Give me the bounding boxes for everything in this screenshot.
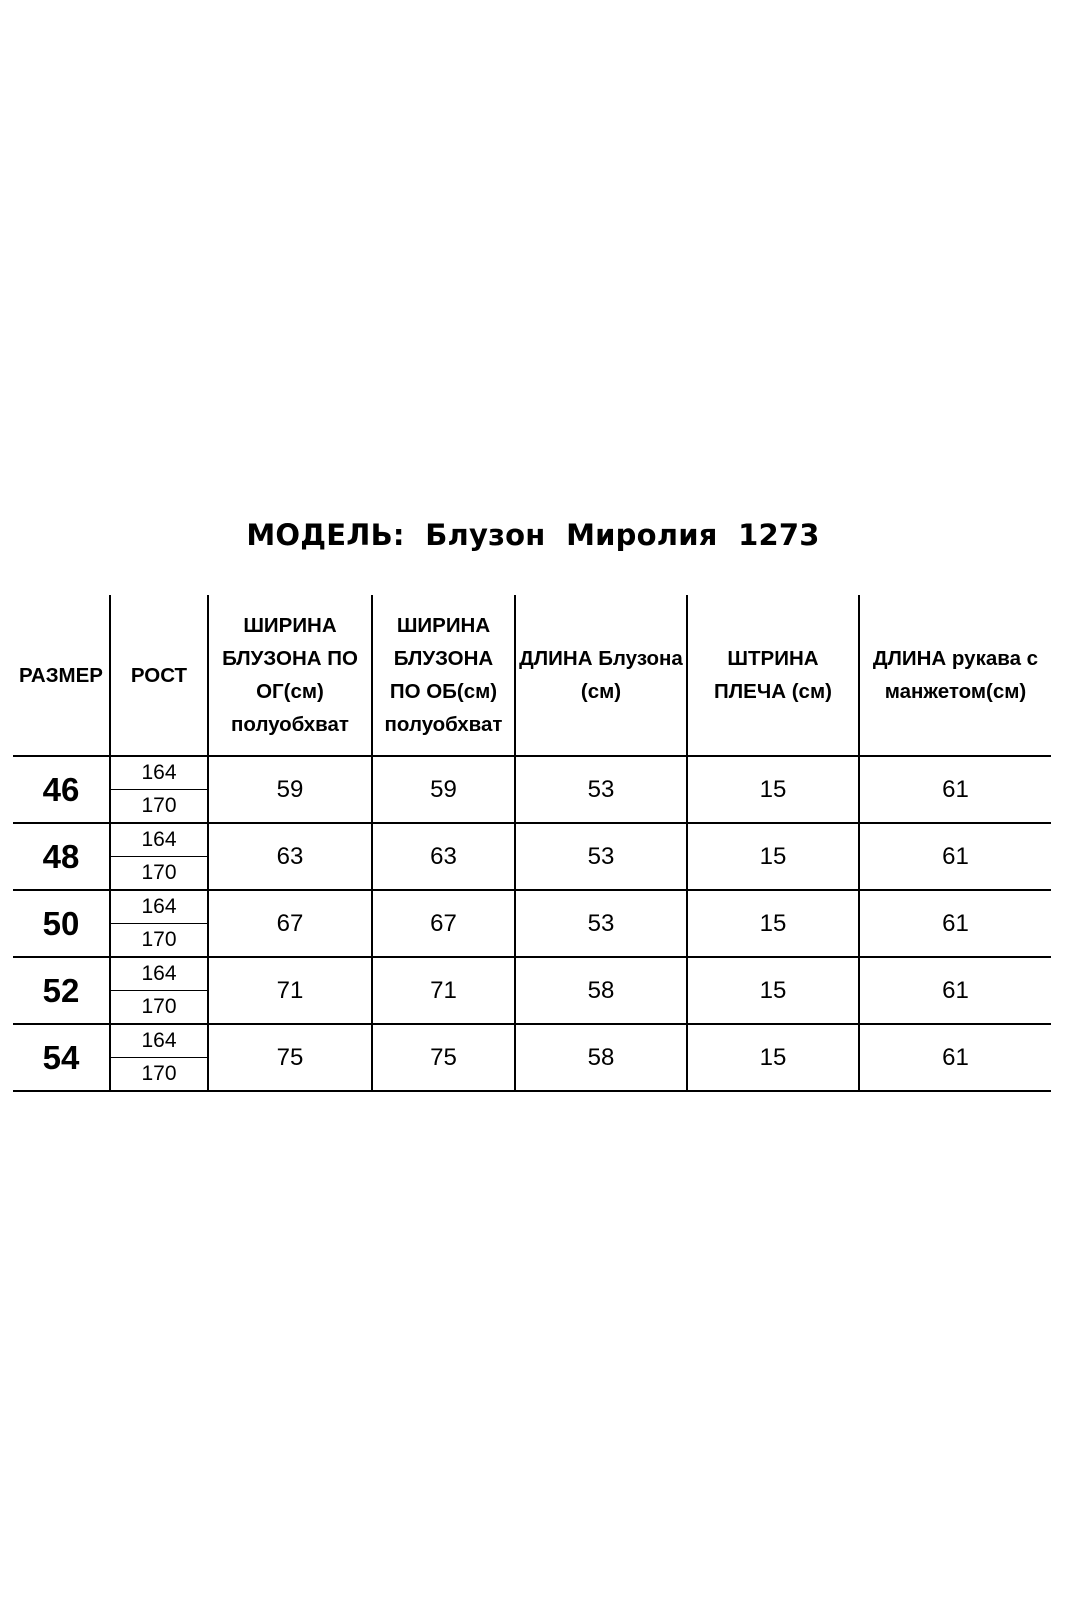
value-cell: 58 xyxy=(515,1024,687,1091)
value-cell: 15 xyxy=(687,823,859,890)
page-title: МОДЕЛЬ: Блузон Миролия 1273 xyxy=(246,518,820,552)
header-shoulder-width: ШТРИНА ПЛЕЧА (см) xyxy=(687,595,859,756)
value-cell: 59 xyxy=(372,756,515,823)
value-cell: 61 xyxy=(859,890,1051,957)
value-cell: 53 xyxy=(515,890,687,957)
height-cell: 170 xyxy=(110,924,208,958)
value-cell: 61 xyxy=(859,756,1051,823)
header-length: ДЛИНА Блузона (см) xyxy=(515,595,687,756)
value-cell: 15 xyxy=(687,756,859,823)
height-cell: 164 xyxy=(110,756,208,790)
height-cell: 164 xyxy=(110,823,208,857)
value-cell: 59 xyxy=(208,756,372,823)
header-height: РОСТ xyxy=(110,595,208,756)
size-cell: 52 xyxy=(13,957,110,1024)
value-cell: 61 xyxy=(859,1024,1051,1091)
height-cell: 170 xyxy=(110,790,208,824)
value-cell: 75 xyxy=(372,1024,515,1091)
height-cell: 164 xyxy=(110,957,208,991)
header-size: РАЗМЕР xyxy=(13,595,110,756)
value-cell: 63 xyxy=(208,823,372,890)
size-table xyxy=(13,595,1051,1092)
value-cell: 67 xyxy=(372,890,515,957)
table-row xyxy=(13,890,1051,924)
value-cell: 53 xyxy=(515,756,687,823)
size-cell: 54 xyxy=(13,1024,110,1091)
value-cell: 71 xyxy=(372,957,515,1024)
height-cell: 164 xyxy=(110,1024,208,1058)
header-hip-width: ШИРИНА БЛУЗОНА ПО ОБ(см) полуобхват xyxy=(372,595,515,756)
value-cell: 53 xyxy=(515,823,687,890)
header-chest-width: ШИРИНА БЛУЗОНА ПО ОГ(см) полуобхват xyxy=(208,595,372,756)
height-cell: 170 xyxy=(110,857,208,891)
value-cell: 61 xyxy=(859,957,1051,1024)
size-cell: 46 xyxy=(13,756,110,823)
value-cell: 15 xyxy=(687,1024,859,1091)
size-cell: 48 xyxy=(13,823,110,890)
height-cell: 170 xyxy=(110,1058,208,1092)
table-row xyxy=(13,1024,1051,1058)
size-cell: 50 xyxy=(13,890,110,957)
value-cell: 61 xyxy=(859,823,1051,890)
value-cell: 15 xyxy=(687,957,859,1024)
table-body xyxy=(13,756,1051,1091)
value-cell: 67 xyxy=(208,890,372,957)
value-cell: 75 xyxy=(208,1024,372,1091)
value-cell: 15 xyxy=(687,890,859,957)
table-row xyxy=(13,756,1051,790)
table-row xyxy=(13,823,1051,857)
header-row xyxy=(13,595,1051,756)
value-cell: 63 xyxy=(372,823,515,890)
value-cell: 71 xyxy=(208,957,372,1024)
header-sleeve-length: ДЛИНА рукава с манжетом(см) xyxy=(859,595,1051,756)
table-row xyxy=(13,957,1051,991)
height-cell: 164 xyxy=(110,890,208,924)
value-cell: 58 xyxy=(515,957,687,1024)
height-cell: 170 xyxy=(110,991,208,1025)
